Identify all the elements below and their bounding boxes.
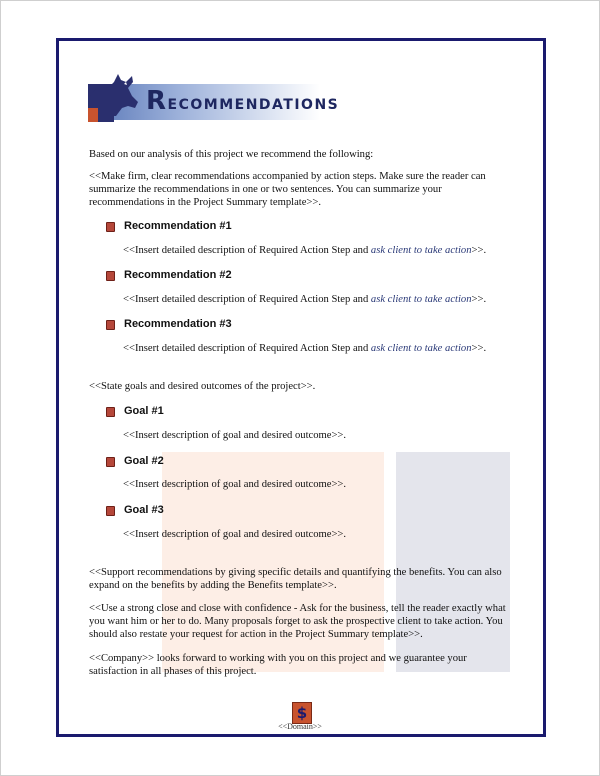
bullet-icon: [106, 222, 115, 232]
bullet-icon: [106, 457, 115, 467]
page-title: Recommendations: [146, 86, 340, 116]
recommendation-desc: <<Insert detailed description of Required Action Step and ask client to take action>>.: [123, 294, 487, 305]
footer-domain: <<Domain>>: [278, 722, 322, 731]
close-paragraph: <<Use a strong close and close with confidence - Ask for the business, tell the reader exactly what you want him or her to do. Many proposals forget to ask the prospective client to take action. You should also restate your request for action in the Project Summary template>>.: [89, 603, 506, 640]
goal-desc: <<Insert description of goal and desired outcome>>.: [123, 479, 347, 490]
goals-intro: <<State goals and desired outcomes of the project>>.: [89, 381, 316, 392]
support-paragraph: <<Support recommendations by giving specific details and quantifying the benefits. You can also expand on the benefits by adding the Benefits template>>.: [89, 567, 502, 591]
intro-paragraph: Based on our analysis of this project we recommend the following:: [89, 149, 374, 160]
goal-desc: <<Insert description of goal and desired outcome>>.: [123, 529, 347, 540]
recommendation-title: Recommendation #1: [124, 220, 232, 232]
bullet-icon: [106, 271, 115, 281]
bullet-icon: [106, 320, 115, 330]
bullet-icon: [106, 506, 115, 516]
recommendation-desc: <<Insert detailed description of Required Action Step and ask client to take action>>.: [123, 343, 487, 354]
recommendation-desc: <<Insert detailed description of Required Action Step and ask client to take action>>.: [123, 245, 487, 256]
bullet-icon: [106, 407, 115, 417]
recommendation-title: Recommendation #3: [124, 318, 232, 330]
bull-icon: [88, 72, 140, 122]
goal-title: Goal #1: [124, 405, 164, 417]
goal-title: Goal #3: [124, 504, 164, 516]
company-paragraph: <<Company>> looks forward to working with you on this project and we guarantee your satisfaction in all phases of this project.: [89, 653, 467, 677]
goal-title: Goal #2: [124, 455, 164, 467]
dollar-icon: $: [292, 702, 312, 724]
goal-desc: <<Insert description of goal and desired outcome>>.: [123, 430, 347, 441]
instructions-paragraph: <<Make firm, clear recommendations accompanied by action steps. Make sure the reader can summarize the recommendations in one or two sentences. You can summarize your recommendations in the Project Summary template>>.: [89, 171, 486, 208]
recommendation-title: Recommendation #2: [124, 269, 232, 281]
